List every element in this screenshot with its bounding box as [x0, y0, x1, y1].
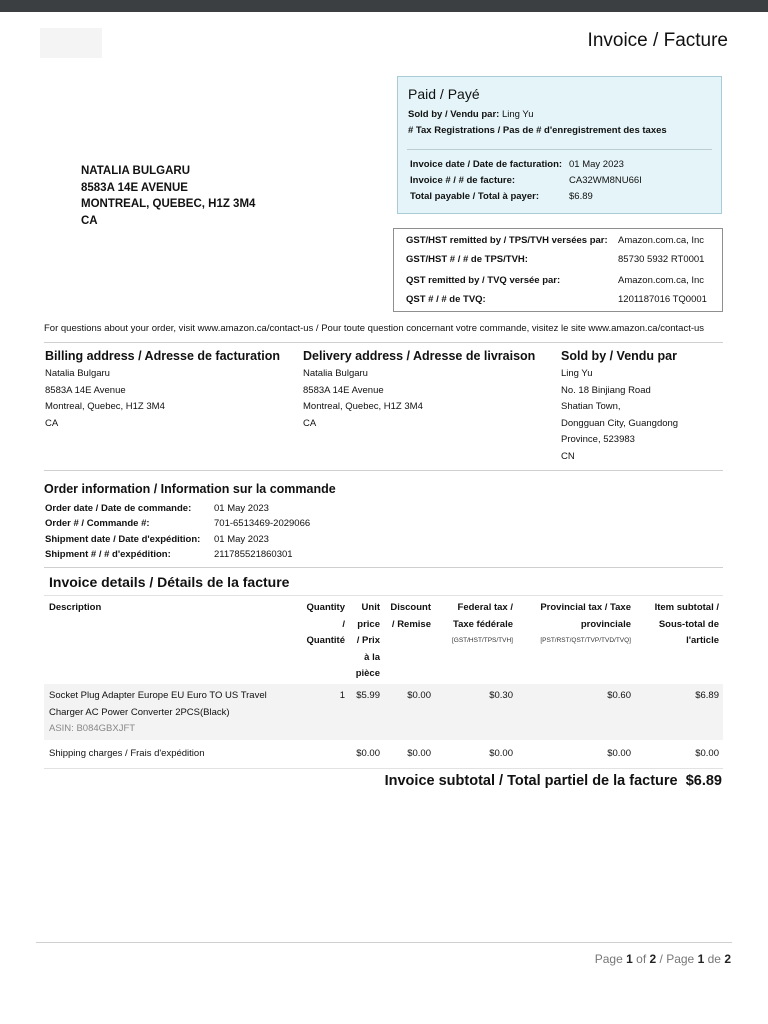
contact-question-line: For questions about your order, visit www.amazon.ca/contact-us / Pour toute question concernant votre commande, visitez le site www.amazon.ca/contact-us	[44, 323, 705, 334]
shipping-federal-tax: $0.00	[489, 748, 513, 759]
col-discount	[384, 600, 431, 633]
invoice-number-label: Invoice # / # de facture:	[410, 175, 516, 186]
address-line: Montreal, Quebec, H1Z 3M4	[303, 401, 423, 412]
col-item-subtotal	[640, 600, 719, 650]
col-quantity	[296, 600, 345, 650]
invoice-details-heading: Invoice details / Détails de la facture	[49, 574, 290, 590]
item-provincial-tax: $0.60	[607, 690, 631, 701]
customer-city: MONTREAL, QUEBEC, H1Z 3M4	[81, 198, 256, 210]
page-word: Page	[594, 952, 623, 966]
address-line: Dongguan City, Guangdong	[561, 417, 679, 429]
shipping-discount: $0.00	[407, 748, 431, 759]
shipment-date-value: 01 May 2023	[214, 534, 269, 545]
col-item-subtotal-line: Item subtotal /	[654, 602, 719, 613]
shipping-subtotal: $0.00	[695, 748, 719, 759]
customer-street: 8583A 14E AVENUE	[81, 181, 188, 194]
item-federal-tax: $0.30	[489, 690, 513, 701]
top-bar	[0, 0, 768, 12]
col-unit-price-line: pièce	[355, 668, 380, 679]
invoice-date-value: 01 May 2023	[569, 159, 624, 170]
item-unit-price: $5.99	[356, 690, 380, 701]
address-line: CN	[561, 450, 575, 462]
divider	[44, 470, 723, 471]
address-line: 8583A 14E Avenue	[45, 384, 126, 396]
order-number-value: 701-6513469-2029066	[214, 518, 311, 529]
de-word: de	[707, 952, 721, 966]
item-subtotal: $6.89	[695, 690, 719, 701]
page-word-fr: / Page	[659, 952, 695, 966]
page-indicator	[595, 952, 731, 966]
invoice-subtotal-value: $6.89	[685, 773, 722, 789]
col-unit-price-line: / Prix	[356, 635, 380, 646]
customer-country: CA	[81, 214, 98, 227]
customer-name: NATALIA BULGARU	[81, 165, 191, 177]
shipping-provincial-tax: $0.00	[607, 748, 631, 759]
item-description	[49, 688, 267, 738]
address-line: 8583A 14E Avenue	[303, 384, 384, 396]
payment-status: Paid / Payé	[408, 86, 480, 102]
address-line: Natalia Bulgaru	[303, 368, 368, 379]
col-provincial-tax-line: Provincial tax / Taxe	[540, 602, 631, 613]
address-line: Shatian Town,	[561, 401, 621, 412]
tax-value: Amazon.com.ca, Inc	[618, 275, 705, 286]
page-number-fr: 1	[697, 952, 705, 966]
payment-status-box	[397, 76, 722, 214]
col-item-subtotal-line: l'article	[686, 635, 719, 646]
divider	[44, 342, 723, 343]
col-unit-price	[349, 600, 380, 683]
tax-registration-line: # Tax Registrations / Pas de # d'enregistrement des taxes	[408, 125, 667, 136]
address-line: No. 18 Binjiang Road	[561, 384, 651, 396]
col-unit-price-line: price	[357, 618, 380, 630]
total-payable-label: Total payable / Total à payer:	[410, 191, 539, 202]
shipment-number-label: Shipment # / # d'expédition:	[45, 549, 171, 560]
col-provincial-tax-line: provinciale	[580, 618, 631, 630]
col-discount-line: Discount	[390, 602, 431, 613]
shipping-description: Shipping charges / Frais d'expédition	[49, 748, 205, 759]
billing-address-heading: Billing address / Adresse de facturation	[45, 349, 281, 363]
col-unit-price-line: Unit	[361, 602, 380, 613]
seller-heading: Sold by / Vendu par	[561, 349, 677, 363]
delivery-address-heading: Delivery address / Adresse de livraison	[303, 349, 536, 363]
col-federal-tax-line: Taxe fédérale	[452, 618, 513, 630]
billing-address	[45, 366, 165, 432]
page-total: 2	[649, 952, 657, 966]
page-title: Invoice / Facture	[587, 30, 728, 51]
col-description: Description	[49, 602, 102, 613]
divider	[44, 595, 723, 596]
invoice-date-label: Invoice date / Date de facturation:	[410, 159, 563, 170]
order-date-value: 01 May 2023	[214, 503, 269, 514]
order-info-heading: Order information / Information sur la commande	[44, 482, 336, 496]
tax-label: QST # / # de TVQ:	[406, 294, 486, 305]
item-description-line: Charger AC Power Converter 2PCS(Black)	[49, 706, 230, 718]
sold-by-line	[408, 109, 534, 120]
address-line: Province, 523983	[561, 434, 635, 445]
divider	[407, 149, 712, 150]
address-line: Montreal, Quebec, H1Z 3M4	[45, 401, 165, 412]
item-asin: ASIN: B084GBXJFT	[49, 723, 136, 734]
tax-value: 1201187016 TQ0001	[618, 294, 707, 305]
seller-address	[561, 366, 678, 465]
tax-value: 85730 5932 RT0001	[618, 254, 705, 265]
sold-by-value: Ling Yu	[501, 109, 534, 120]
order-number-label: Order # / Commande #:	[45, 518, 150, 529]
address-line: CA	[303, 417, 317, 429]
divider	[36, 942, 732, 943]
divider	[44, 768, 723, 769]
shipment-date-label: Shipment date / Date d'expédition:	[45, 534, 201, 545]
address-line: Natalia Bulgaru	[45, 368, 110, 379]
invoice-number-value: CA32WM8NU66I	[569, 175, 642, 186]
divider	[44, 567, 723, 568]
col-quantity-line: /	[342, 618, 345, 630]
tax-label: GST/HST remitted by / TPS/TVH versées par:	[406, 235, 608, 246]
tax-value: Amazon.com.ca, Inc	[618, 235, 705, 246]
logo-placeholder	[40, 28, 102, 58]
col-federal-tax-line: Federal tax /	[457, 602, 513, 613]
page-number: 1	[626, 952, 633, 966]
item-discount: $0.00	[407, 690, 431, 701]
of-word: of	[636, 952, 647, 966]
item-quantity: 1	[339, 690, 345, 701]
col-quantity-line: Quantité	[306, 635, 345, 646]
tax-label: GST/HST # / # de TPS/TVH:	[406, 254, 528, 265]
customer-address	[81, 163, 255, 229]
tax-remittance-box	[393, 228, 723, 312]
address-line: CA	[45, 417, 59, 429]
col-item-subtotal-line: Sous-total de	[658, 618, 719, 630]
shipment-number-value: 211785521860301	[214, 549, 293, 560]
col-discount-line: / Remise	[391, 618, 431, 630]
col-unit-price-line: à la	[364, 651, 380, 663]
total-payable-value: $6.89	[569, 191, 593, 202]
col-provincial-tax-sub: [PST/RST/QST/TVP/TVD/TVQ]	[540, 637, 631, 644]
page-total-fr: 2	[724, 952, 731, 966]
tax-label: QST remitted by / TVQ versée par:	[406, 275, 561, 286]
col-federal-tax-sub: [GST/HST/TPS/TVH]	[451, 637, 513, 644]
col-federal-tax	[435, 600, 513, 650]
sold-by-label: Sold by / Vendu par:	[408, 109, 500, 120]
item-description-line: Socket Plug Adapter Europe EU Euro TO US Travel	[49, 690, 267, 701]
invoice-subtotal-label: Invoice subtotal / Total partiel de la facture	[384, 773, 678, 789]
delivery-address	[303, 366, 423, 432]
col-provincial-tax	[517, 600, 631, 650]
address-line: Ling Yu	[561, 368, 593, 379]
invoice-subtotal	[385, 773, 722, 789]
order-date-label: Order date / Date de commande:	[45, 503, 192, 514]
col-quantity-line: Quantity	[306, 602, 345, 613]
shipping-unit-price: $0.00	[356, 748, 380, 759]
